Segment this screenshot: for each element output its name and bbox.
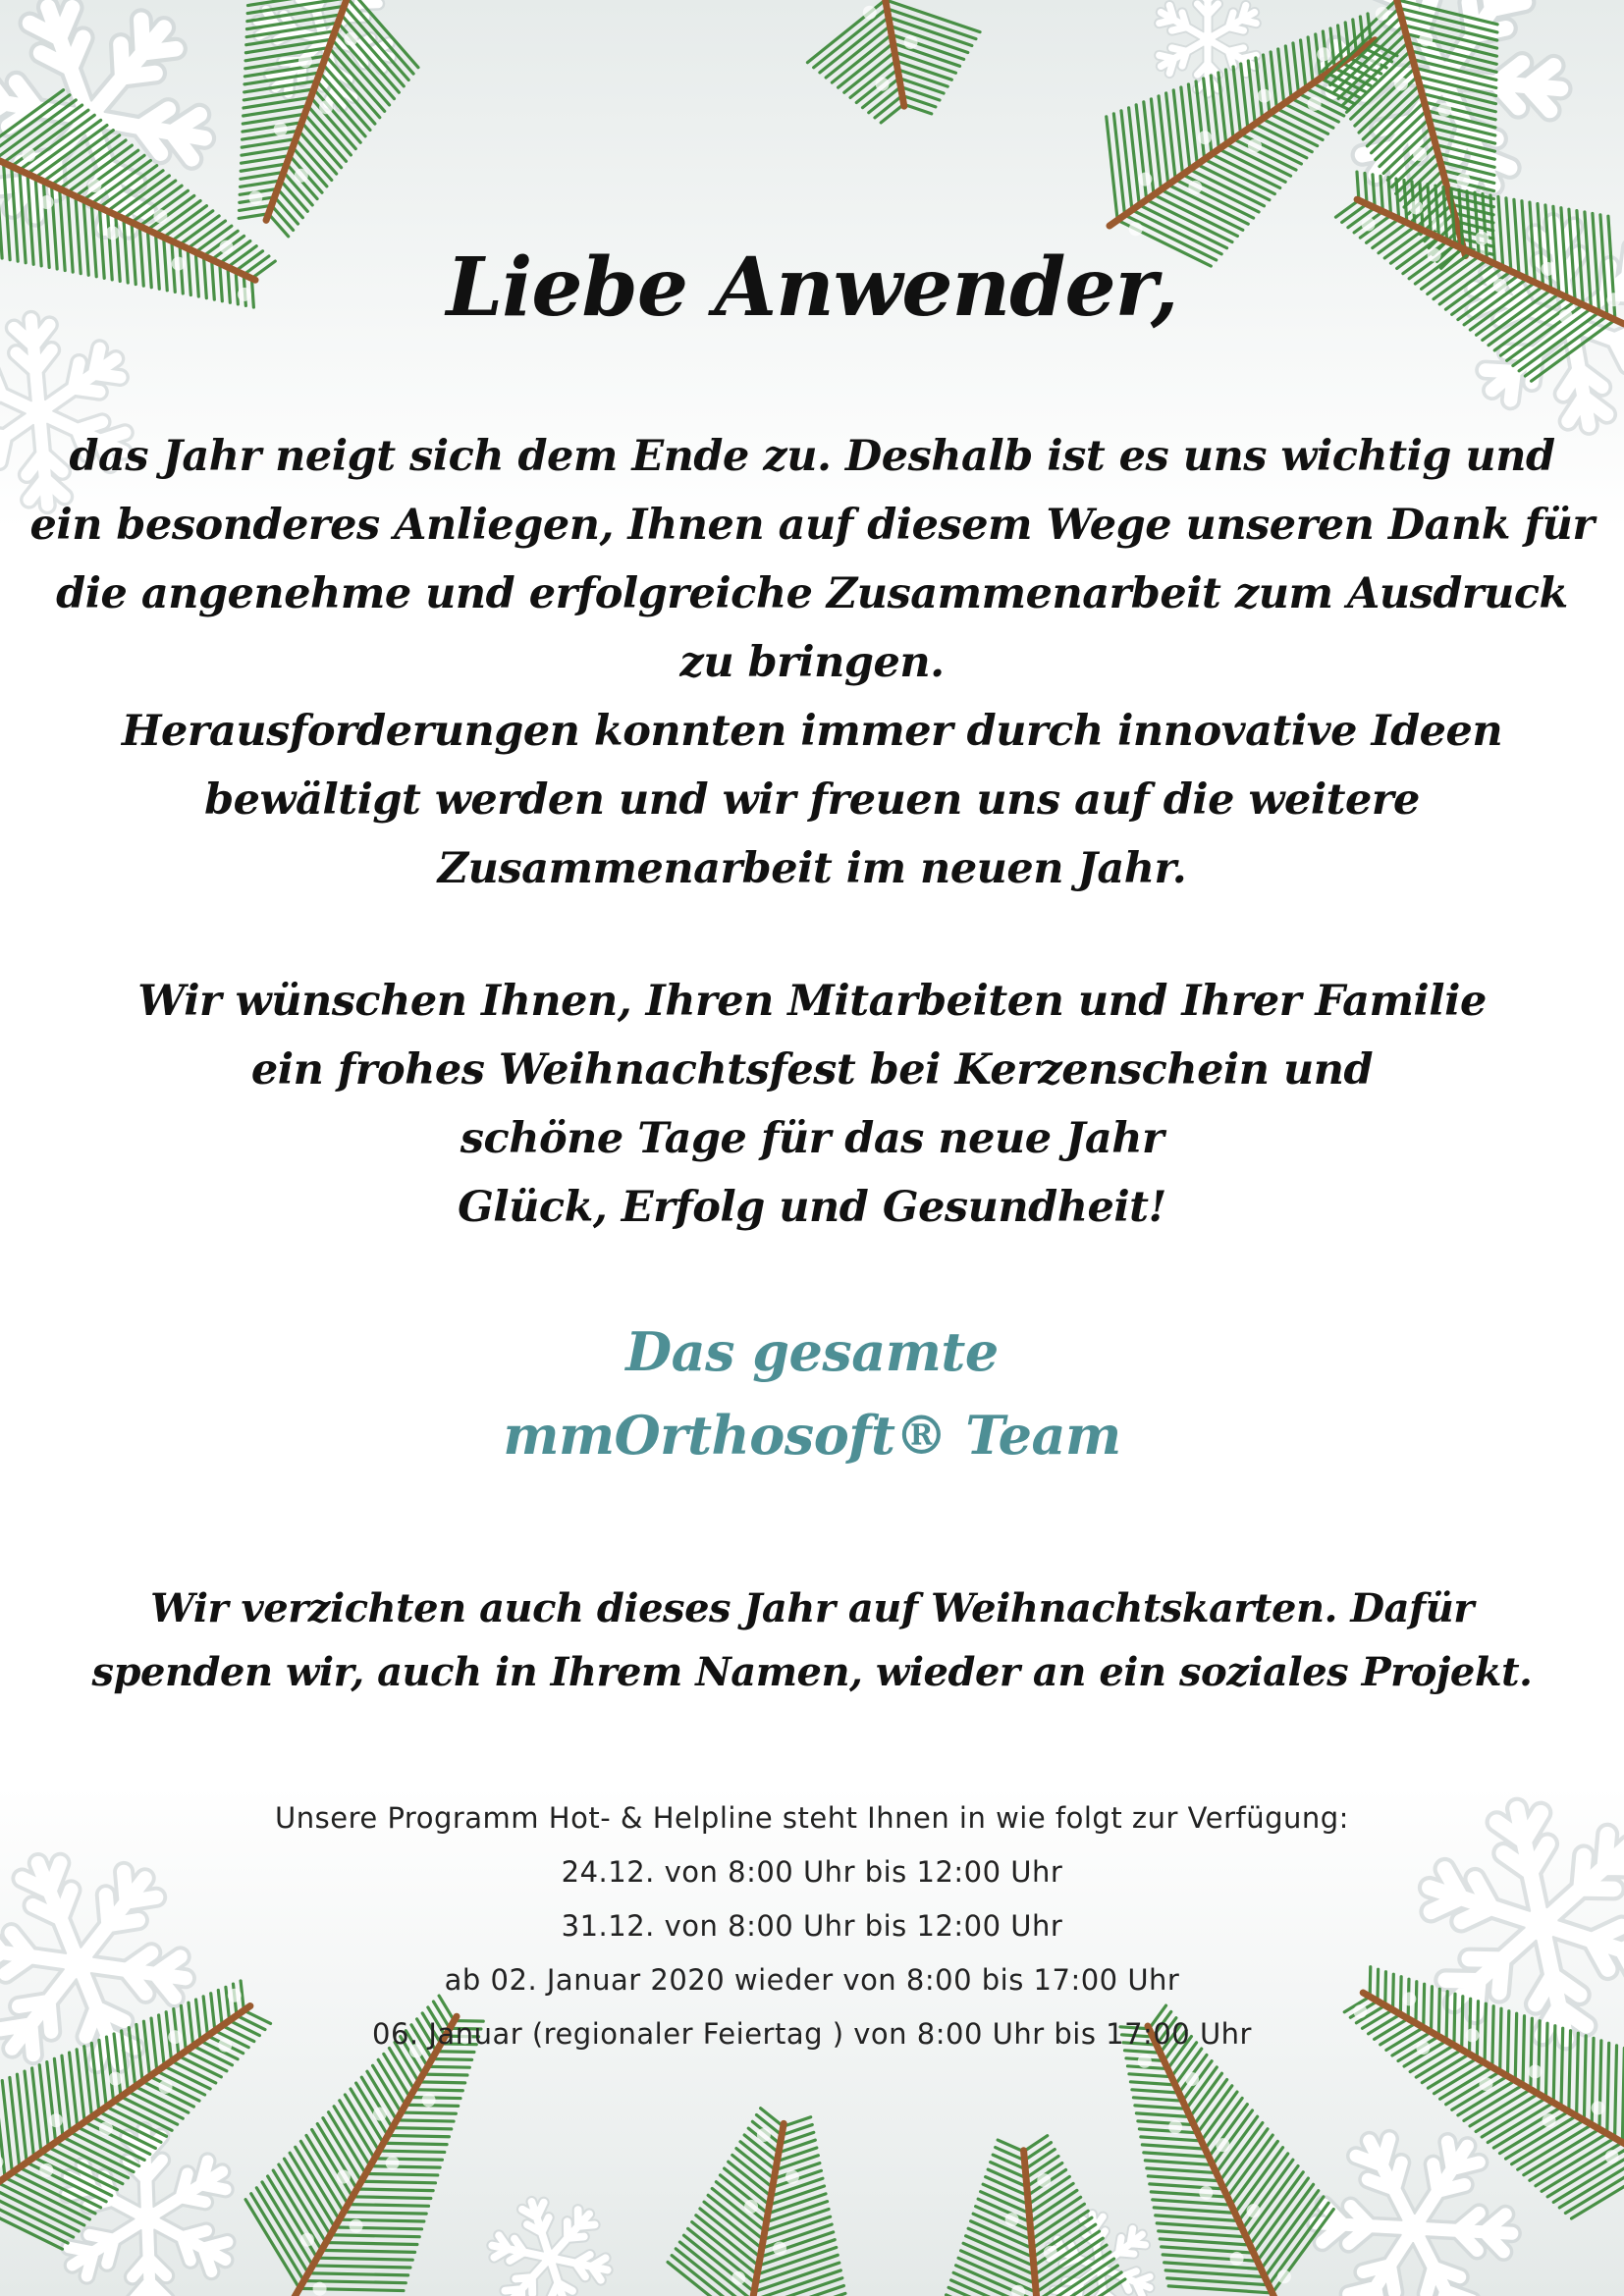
paragraph-1-line-6: bewältigt werden und wir freuen uns auf die weitere bbox=[204, 775, 1420, 825]
paragraph-1-line-1: das Jahr neigt sich dem Ende zu. Deshalb ist es uns wichtig und bbox=[69, 432, 1555, 481]
paragraph-1-line-3: die angenehme und erfolgreiche Zusammenarbeit zum Ausdruck bbox=[56, 569, 1568, 618]
signature-line-1: Das gesamte bbox=[625, 1320, 999, 1383]
hotline-time-4: 06. Januar (regionaler Feiertag ) von 8:00 Uhr bis 17:00 Uhr bbox=[372, 2017, 1252, 2051]
paragraph-1-line-7: Zusammenarbeit im neuen Jahr. bbox=[437, 844, 1187, 893]
greeting-heading: Liebe Anwender, bbox=[446, 240, 1178, 335]
hotline-intro: Unsere Programm Hot- & Helpline steht Ihnen in wie folgt zur Verfügung: bbox=[275, 1801, 1349, 1835]
donation-note-line-2: spenden wir, auch in Ihrem Namen, wieder an ein soziales Projekt. bbox=[91, 1649, 1533, 1695]
donation-note-line-1: Wir verzichten auch dieses Jahr auf Weihnachtskarten. Dafür bbox=[150, 1585, 1474, 1631]
hotline-time-1: 24.12. von 8:00 Uhr bis 12:00 Uhr bbox=[561, 1855, 1063, 1889]
paragraph-2-line-2: ein frohes Weihnachtsfest bei Kerzenschein und bbox=[250, 1045, 1374, 1095]
paragraph-2-line-4: Glück, Erfolg und Gesundheit! bbox=[458, 1183, 1166, 1232]
hotline-time-2: 31.12. von 8:00 Uhr bis 12:00 Uhr bbox=[561, 1909, 1063, 1943]
signature-line-2: mmOrthosoft® Team bbox=[503, 1404, 1121, 1467]
paragraph-1-line-2: ein besonderes Anliegen, Ihnen auf diesem Wege unseren Dank für bbox=[29, 501, 1595, 550]
paragraph-2-line-1: Wir wünschen Ihnen, Ihren Mitarbeiten und Ihrer Familie bbox=[137, 977, 1487, 1026]
paragraph-1-line-5: Herausforderungen konnten immer durch innovative Ideen bbox=[121, 707, 1503, 756]
paragraph-2-line-3: schöne Tage für das neue Jahr bbox=[460, 1114, 1164, 1163]
hotline-time-3: ab 02. Januar 2020 wieder von 8:00 bis 17:00 Uhr bbox=[444, 1963, 1180, 1997]
paragraph-1-line-4: zu bringen. bbox=[679, 638, 945, 687]
